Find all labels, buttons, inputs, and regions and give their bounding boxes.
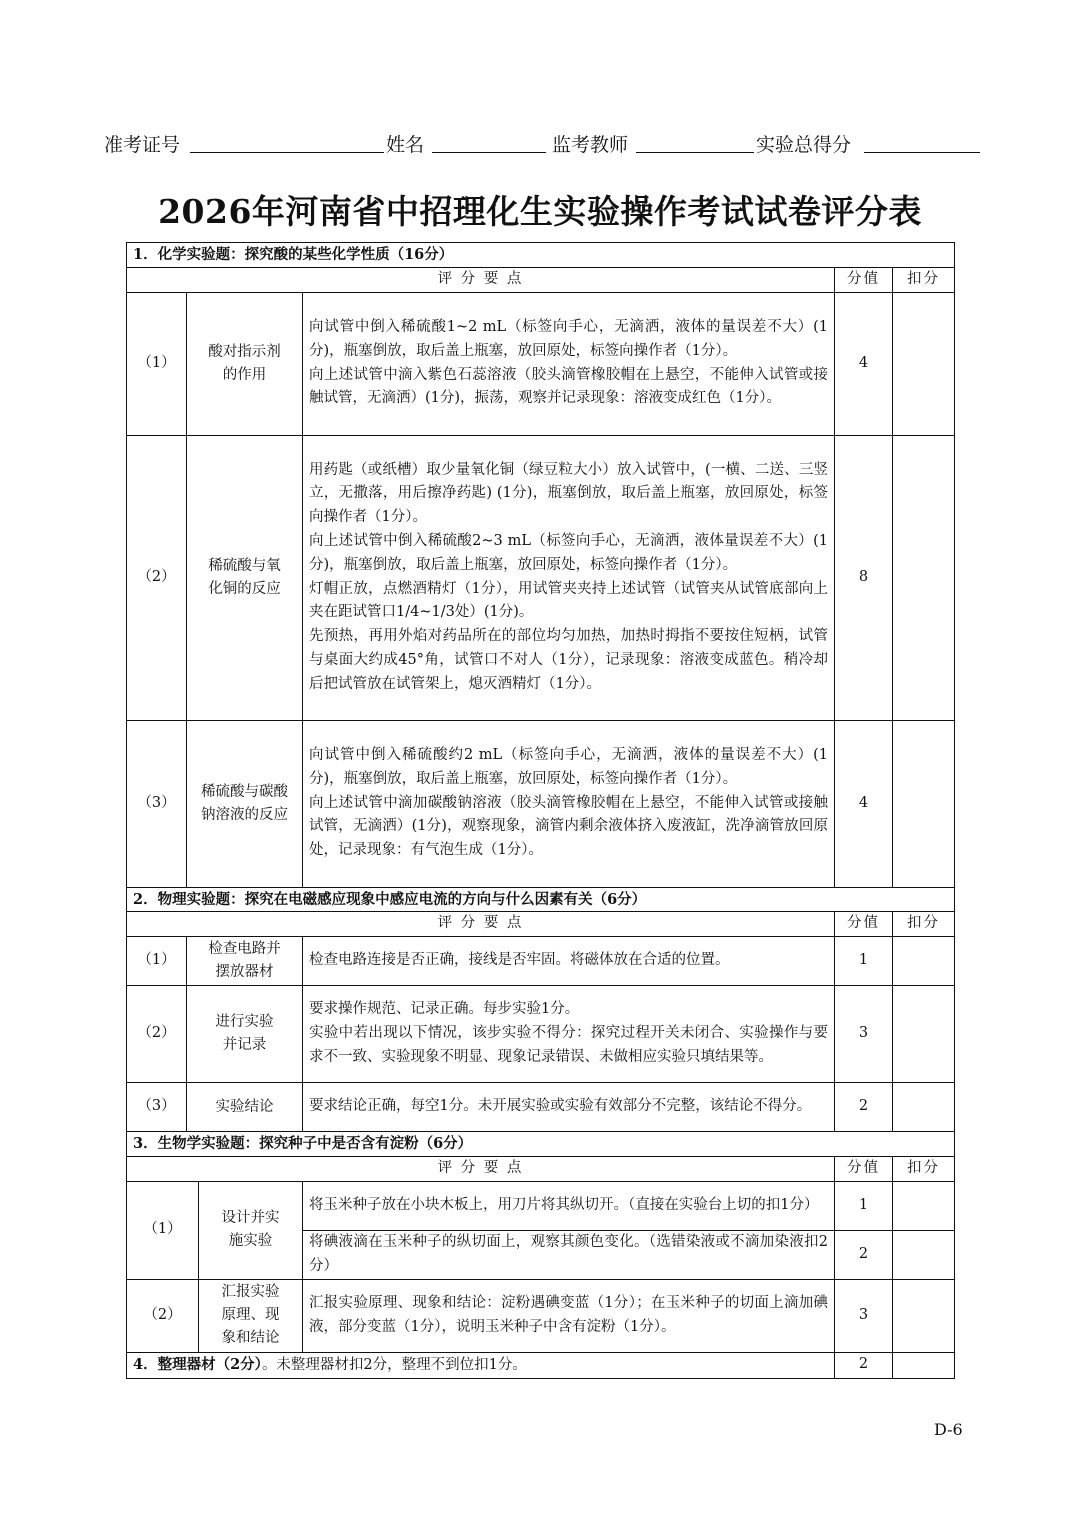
table-row (127, 720, 955, 887)
item-index: （1） (127, 1181, 199, 1279)
total-score-label: 实验总得分 (756, 134, 852, 156)
exam-id-field[interactable] (190, 152, 384, 153)
column-header-row (127, 912, 955, 937)
table-row (127, 1083, 955, 1132)
item-score: 2 (835, 1230, 893, 1279)
table-row (127, 1181, 955, 1230)
scoring-table (126, 242, 955, 1379)
column-header-row (127, 1156, 955, 1181)
score-header: 分值 (835, 1156, 893, 1181)
item-index: （3） (127, 1083, 187, 1132)
item-index: （2） (127, 1279, 199, 1352)
deduct-header: 扣分 (893, 267, 955, 292)
proctor-label: 监考教师 (552, 134, 629, 156)
deduct-cell[interactable] (893, 986, 955, 1083)
item-score: 1 (835, 937, 893, 986)
points-header: 评 分 要 点 (127, 912, 835, 937)
item-index: （2） (127, 435, 187, 720)
proctor-field[interactable] (636, 152, 754, 153)
item-name: 设计并实施实验 (199, 1181, 303, 1279)
item-name: 实验结论 (187, 1083, 303, 1132)
biology-section-row (127, 1132, 955, 1157)
deduct-header: 扣分 (893, 912, 955, 937)
item-index: （1） (127, 292, 187, 435)
item-score: 3 (835, 1279, 893, 1352)
table-row (127, 435, 955, 720)
score-header: 分值 (835, 912, 893, 937)
item-name: 进行实验并记录 (187, 986, 303, 1083)
name-label: 姓名 (386, 134, 425, 156)
table-row (127, 937, 955, 986)
score-header: 分值 (835, 267, 893, 292)
item-name: 稀硫酸与氧化铜的反应 (187, 435, 303, 720)
name-field[interactable] (432, 152, 546, 153)
page-title: 2026年河南省中招理化生实验操作考试试卷评分表 (158, 192, 922, 231)
column-header-row (127, 267, 955, 292)
item-name: 汇报实验原理、现象和结论 (199, 1279, 303, 1352)
item-index: （1） (127, 937, 187, 986)
item-description: 向试管中倒入稀硫酸1~2 mL（标签向手心，无滴洒，液体的量误差不大）(1分)，瓶塞倒放，取后盖上瓶塞，放回原处，标签向操作者（1分）。 向上述试管中滴入紫色石蕊溶液（胶头滴管橡胶帽在上悬空，不能伸入试管或接触试管，无滴洒）(1分)，振荡，观察并记录现象：溶液变成红色（1分）。 (303, 292, 835, 435)
biology-section-title: 3．生物学实验题：探究种子中是否含有淀粉（6分） (127, 1132, 955, 1157)
physics-section-row (127, 887, 955, 912)
deduct-cell[interactable] (893, 1181, 955, 1230)
deduct-cell[interactable] (893, 1083, 955, 1132)
deduct-cell[interactable] (893, 292, 955, 435)
deduct-cell[interactable] (893, 937, 955, 986)
item-description: 汇报实验原理、现象和结论：淀粉遇碘变蓝（1分）；在玉米种子的切面上滴加碘液，部分变蓝（1分），说明玉米种子中含有淀粉（1分）。 (303, 1279, 835, 1352)
cleanup-text: 4．整理器材（2分）。未整理器材扣2分，整理不到位扣1分。 (127, 1352, 835, 1378)
item-score: 4 (835, 292, 893, 435)
item-score: 3 (835, 986, 893, 1083)
item-score: 8 (835, 435, 893, 720)
deduct-cell[interactable] (893, 1352, 955, 1378)
item-score: 4 (835, 720, 893, 887)
deduct-header: 扣分 (893, 1156, 955, 1181)
item-description: 将碘液滴在玉米种子的纵切面上，观察其颜色变化。（选错染液或不滴加染液扣2分） (303, 1230, 835, 1279)
item-description: 向试管中倒入稀硫酸约2 mL（标签向手心，无滴洒，液体的量误差不大）(1分)，瓶塞倒放，取后盖上瓶塞，放回原处，标签向操作者（1分）。 向上述试管中滴加碳酸钠溶液（胶头滴管橡胶帽在上悬空，不能伸入试管或接触试管，无滴洒）(1分)，观察现象，滴管内剩余液体挤入废液缸，洗净滴管放回原处，记录现象：有气泡生成（1分）。 (303, 720, 835, 887)
chemistry-section-title: 1．化学实验题：探究酸的某些化学性质（16分） (127, 243, 955, 268)
table-row (127, 986, 955, 1083)
item-description: 用药匙（或纸槽）取少量氧化铜（绿豆粒大小）放入试管中，(一横、二送、三竖立，无撒落，用后擦净药匙) (1分)，瓶塞倒放，取后盖上瓶塞，放回原处，标签向操作者（1分）。 向上述试管中倒入稀硫酸2~3 mL（标签向手心，无滴洒，液体量误差不大）(1分)，瓶塞倒放，取后盖上瓶塞，放回原处，标签向操作者（1分）。 灯帽正放，点燃酒精灯（1分），用试管夹夹持上述试管（试管夹从试管底部向上夹在距试管口1/4~1/3处）(1分)。 先预热，再用外焰对药品所在的部位均匀加热，加热时拇指不要按住短柄，试管与桌面大约成45°角，试管口不对人（1分），记录现象：溶液变成蓝色。稍冷却后把试管放在试管架上，熄灭酒精灯（1分）。 (303, 435, 835, 720)
physics-section-title: 2．物理实验题：探究在电磁感应现象中感应电流的方向与什么因素有关（6分） (127, 887, 955, 912)
item-name: 稀硫酸与碳酸钠溶液的反应 (187, 720, 303, 887)
total-score-field[interactable] (864, 152, 980, 153)
candidate-info-line (104, 130, 980, 160)
exam-id-label: 准考证号 (104, 134, 181, 156)
table-row (127, 1279, 955, 1352)
item-score: 2 (835, 1083, 893, 1132)
page-number: D-6 (934, 1420, 963, 1439)
deduct-cell[interactable] (893, 435, 955, 720)
item-description: 将玉米种子放在小块木板上，用刀片将其纵切开。（直接在实验台上切的扣1分） (303, 1181, 835, 1230)
chemistry-section-row (127, 243, 955, 268)
deduct-cell[interactable] (893, 1230, 955, 1279)
item-index: （3） (127, 720, 187, 887)
table-row (127, 292, 955, 435)
item-index: （2） (127, 986, 187, 1083)
cleanup-row (127, 1352, 955, 1378)
item-score: 2 (835, 1352, 893, 1378)
item-name: 检查电路并摆放器材 (187, 937, 303, 986)
item-description: 检查电路连接是否正确，接线是否牢固。将磁体放在合适的位置。 (303, 937, 835, 986)
item-description: 要求操作规范、记录正确。每步实验1分。 实验中若出现以下情况，该步实验不得分：探究过程开关未闭合、实验操作与要求不一致、实验现象不明显、现象记录错误、未做相应实验只填结果等。 (303, 986, 835, 1083)
points-header: 评 分 要 点 (127, 1156, 835, 1181)
item-score: 1 (835, 1181, 893, 1230)
points-header: 评 分 要 点 (127, 267, 835, 292)
item-name: 酸对指示剂的作用 (187, 292, 303, 435)
item-description: 要求结论正确，每空1分。未开展实验或实验有效部分不完整，该结论不得分。 (303, 1083, 835, 1132)
deduct-cell[interactable] (893, 720, 955, 887)
deduct-cell[interactable] (893, 1279, 955, 1352)
